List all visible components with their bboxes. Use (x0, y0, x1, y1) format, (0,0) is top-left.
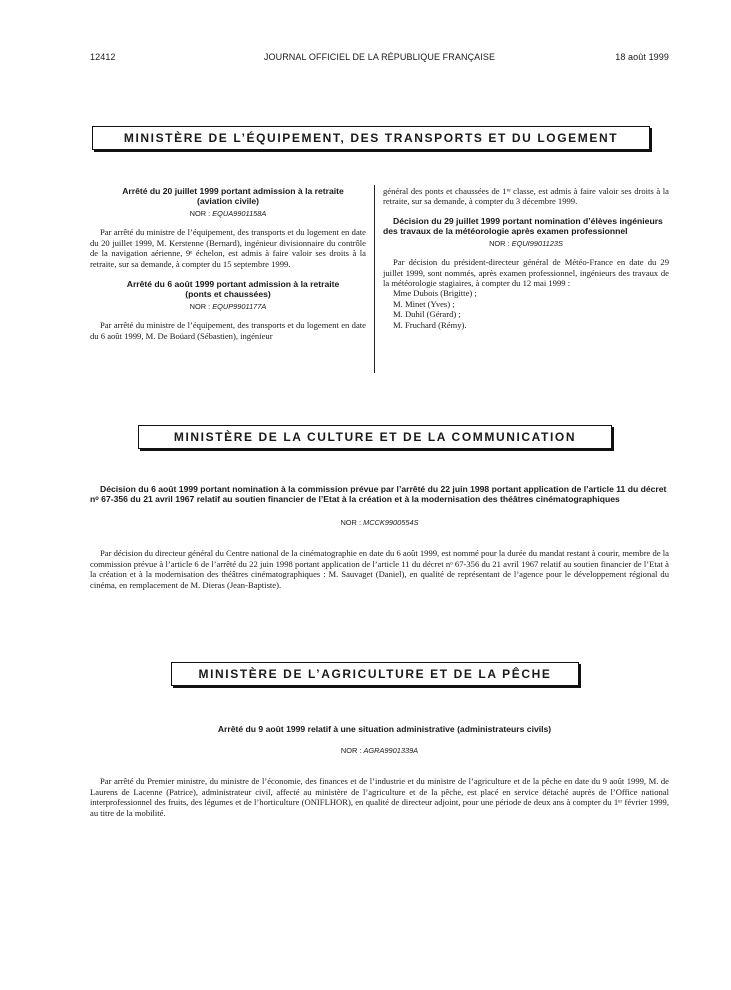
arrete-retraite-aviation (90, 186, 366, 269)
arrete-body: Par arrêté du Premier ministre, du ministre de l’économie, des finances et de l’industrie et du ministre de l’agriculture et de la pêche en date du 9 août 1999, M. de Laurens de Lacenne (Patrice), administrateur civil, affecté au ministère de l’agriculture et de la pêche, est placé en service détaché auprès de l’Office national interprofessionnel des fruits, des légumes et de l’horticulture (ONIFLHOR), en qualité de directeur adjoint, pour une période de deux ans à compter du 1ᵉʳ février 1999, au titre de la mobilité. (90, 776, 669, 818)
nor-label: NOR : (189, 209, 211, 218)
arrete-retraite-ponts (90, 279, 366, 341)
nor-label: NOR : (340, 746, 362, 755)
column-divider (374, 185, 375, 373)
nor-code: AGRA9901339A (363, 746, 419, 755)
nor-label: NOR : (489, 238, 510, 248)
arrete-title: Arrêté du 9 août 1999 relatif à une situation administrative (administrateurs civils) (217, 724, 552, 734)
arrete-title: Arrêté du 6 août 1999 portant admission à la retraite (ponts et chaussées) (126, 279, 340, 300)
nor-reference (90, 209, 366, 219)
ministry-heading-equipement: MINISTÈRE DE L’ÉQUIPEMENT, DES TRANSPORTS ET DU LOGEMENT (92, 126, 650, 150)
right-column (383, 186, 669, 330)
arrete-agriculture (90, 724, 669, 818)
journal-title: JOURNAL OFFICIEL DE LA RÉPUBLIQUE FRANÇAISE (263, 52, 496, 62)
decision-culture (90, 484, 669, 590)
issue-date: 18 août 1999 (615, 52, 669, 62)
arrete-body: Par arrêté du ministre de l’équipement, des transports et du logement en date du 20 juillet 1999, M. Kerstenne (Bernard), ingénieur divisionnaire du contrôle de la navigation aérienne, 9ᵉ échelon, est admis à faire valoir ses droits à la retraite, sur sa demande, à compter du 15 septembre 1999. (90, 227, 366, 269)
arrete-title: Arrêté du 20 juillet 1999 portant admission à la retraite (aviation civile) (122, 186, 344, 206)
nor-reference (90, 302, 366, 312)
page-number: 12412 (90, 52, 116, 62)
decision-body: Par décision du président-directeur général de Météo-France en date du 29 juillet 1999, sont nommés, après examen professionnel, ingénieurs des travaux de la météorologie stagiaires, à compter du 12 mai 1999 : (383, 257, 669, 289)
nor-reference (90, 518, 669, 528)
nor-label: NOR : (340, 518, 361, 527)
nominee-list (383, 288, 669, 330)
nor-reference (90, 746, 669, 756)
list-item: M. Fruchard (Rémy). (393, 319, 467, 330)
arrete-body: Par arrêté du ministre de l’équipement, des transports et du logement en date du 6 août 1999, M. De Boüard (Sébastien), ingénieur (90, 320, 366, 341)
nor-code: EQUI9901123S (511, 238, 563, 248)
decision-meteorologie (383, 216, 669, 330)
list-item: M. Minet (Yves) ; (393, 298, 455, 309)
list-item: Mme Dubois (Brigitte) ; (393, 288, 477, 299)
nor-reference (383, 239, 669, 249)
page-header (90, 52, 669, 62)
arrete-body-continued: général des ponts et chaussées de 1ʳᵉ classe, est admis à faire valoir ses droits à la retraite, sur sa demande, à compter du 3 décembre 1999. (383, 186, 669, 207)
nor-code: MCCK9900554S (363, 518, 419, 527)
nor-code: EQUP9901177A (212, 302, 267, 312)
ministry-heading-agriculture: MINISTÈRE DE L’AGRICULTURE ET DE LA PÊCHE (171, 662, 579, 686)
left-column (90, 186, 366, 341)
decision-body: Par décision du directeur général du Centre national de la cinématographie en date du 6 août 1999, est nommé pour la durée du mandat restant à courir, membre de la commission prévue à l’article 6 de l’arrêté du 22 juin 1998 portant application de l’article 11 du décret nᵒ 67-356 du 21 avril 1967 relatif au soutien financier de l’Etat à la création et à la modernisation des théâtres cinématographiques : M. Sauvaget (Daniel), en qualité de représentant de l’agence pour le développement régional du cinéma, en remplacement de M. Dieras (Jean-Baptiste). (90, 548, 669, 590)
decision-title: Décision du 29 juillet 1999 portant nomination d’élèves ingénieurs des travaux de la météorologie après examen professionnel (383, 215, 663, 236)
decision-title: Décision du 6 août 1999 portant nomination à la commission prévue par l’arrêté du 22 juin 1998 portant application de l’article 11 du décret nᵒ 67-356 du 21 avril 1967 relatif au soutien financier de l’Etat à la création et à la modernisation des théâtres cinématographiques (90, 484, 667, 504)
ministry-heading-culture: MINISTÈRE DE LA CULTURE ET DE LA COMMUNICATION (138, 425, 612, 449)
nor-label: NOR : (189, 302, 211, 312)
list-item: M. Duhil (Gérard) ; (393, 309, 461, 320)
nor-code: EQUA9901158A (212, 209, 267, 218)
